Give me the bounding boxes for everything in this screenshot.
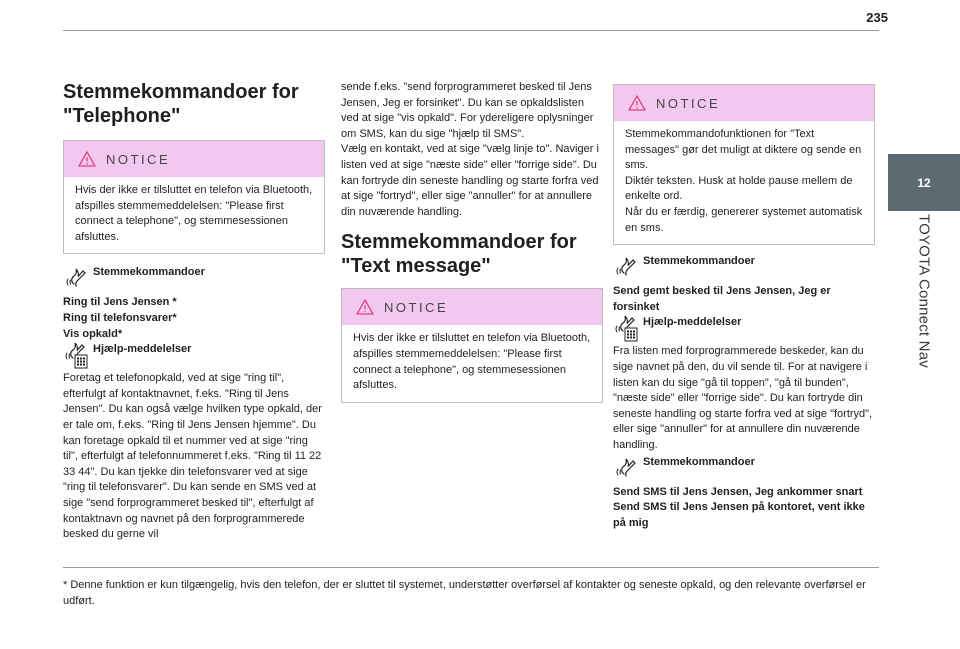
command-item: Ring til Jens Jensen *: [63, 296, 177, 309]
notice-header: [614, 85, 874, 121]
command-item: Ring til telefonsvarer*: [63, 311, 177, 324]
warning-triangle-icon: [78, 151, 96, 167]
warning-triangle-icon: [356, 299, 374, 315]
text-message-section-title: Stemmekommandoer for "Text message": [341, 231, 577, 278]
voice-command-icon: [63, 265, 89, 289]
voice-commands-heading: [63, 265, 325, 289]
command-item: Send gemt besked til Jens Jensen, Jeg er forsinket: [613, 285, 831, 313]
command-item: Send SMS til Jens Jensen på kontoret, vent ikke på mig: [613, 501, 865, 529]
help-messages-icon: [63, 342, 89, 370]
help-text: Foretag et telefonopkald, ved at sige "ring til", efterfulgt af kontaktnavnet, f.eks. "Ring til Jens Jensen". Du kan også vælge hvilken type opkald, der er tale om, f.eks. "Ring til Jens Jensen hjemme". Du kan foretage opkald til et nummer ved at sige "ring til", efterfulgt af telefonnummeret f.eks. "Ring til 11 22 33 44". Du kan tjekke din telefonsvarer ved at sige "ring til telefonsvarer". Du kan sende en SMS ved at sige "send forprogrammeret besked til", efterfulgt af kontaktnavn og navnet på den forprogrammerede besked du gerne vil: [63, 372, 322, 541]
notice-header: [342, 289, 602, 325]
chapter-tab[interactable]: 12: [888, 154, 960, 211]
voice-command-icon: [613, 455, 639, 479]
help-messages-label: Hjælp-meddelelser: [643, 316, 742, 329]
notice-text: Hvis der ikke er tilsluttet en telefon via Bluetooth, afspilles stemmemeddelelsen: "Please first connect a telephone", og stemmesessionen afsluttes.: [75, 184, 313, 243]
chapter-side-label: [888, 214, 960, 384]
help-messages-label: Hjælp-meddelelser: [93, 343, 192, 356]
notice-header: [64, 141, 324, 177]
column-1: [63, 80, 325, 543]
help-messages-heading: [63, 342, 325, 370]
top-rule: [63, 30, 879, 31]
voice-commands-label: Stemmekommandoer: [643, 255, 755, 268]
column-2: [341, 80, 603, 403]
help-messages-icon: [613, 315, 639, 343]
column-3: [613, 84, 875, 531]
command-item: Vis opkald*: [63, 327, 123, 340]
voice-command-icon: [613, 254, 639, 278]
footnote-rule: [63, 567, 879, 568]
help-messages-heading: [613, 315, 875, 343]
help-text: Fra listen med forprogrammerede beskeder, kan du sige navnet på den, du vil sende til. For at navigere i listen kan du sige "gå til toppen", "gå til bunden", "næste side" eller "forrige side". Du kan fortryde din seneste handling og starte forfra ved at sige "fortryd", eller sige "annuller" for at annullere din nuværende handling.: [613, 345, 873, 451]
voice-commands-label: Stemmekommandoer: [643, 455, 755, 468]
voice-commands-label: Stemmekommandoer: [93, 266, 205, 279]
voice-commands-heading: [613, 254, 875, 278]
telephone-section-title: Stemmekommandoer for "Telephone": [63, 81, 299, 127]
notice-box-telephone: [63, 140, 325, 254]
notice-title: NOTICE: [384, 299, 449, 315]
footnote: * Denne funktion er kun tilgængelig, hvis den telefon, der er sluttet til systemet, understøtter overførsel af kontakter og seneste opkald, og den relevante overførsel er udført.: [63, 579, 866, 607]
notice-box-dictation: [613, 84, 875, 245]
continued-help-text: sende f.eks. "send forprogrammeret besked til Jens Jensen, Jeg er forsinket". Du kan se opkaldslisten ved at sige "vis opkald". For ydereligere oplysninger om SMS, kan du sige "hjælp til SMS". Vælg en kontakt, ved at sige "vælg linje to". Naviger i listen ved at sige "næste side" eller "forrige side". Du kan fortryde din seneste handling og starte forfra ved at sige "fortryd", eller sige "annuller" for at annullere din nuværende handling.: [341, 81, 599, 218]
warning-triangle-icon: [628, 95, 646, 111]
notice-title: NOTICE: [106, 151, 171, 167]
notice-title: NOTICE: [656, 95, 721, 111]
notice-text: Stemmekommandofunktionen for "Text messages" gør det muligt at diktere og sende en sms. Diktér teksten. Husk at holde pause mellem de enkelte ord. Når du er færdig, genererer systemet automatisk en sms.: [625, 128, 863, 234]
notice-text: Hvis der ikke er tilsluttet en telefon via Bluetooth, afspilles stemmemeddelelsen: "Please first connect a telephone", og stemmesessionen afsluttes.: [353, 332, 591, 392]
page-number: 235: [866, 10, 888, 25]
voice-commands-heading: [613, 455, 875, 479]
command-item: Send SMS til Jens Jensen, Jeg ankommer snart: [613, 485, 863, 498]
chapter-label-text: TOYOTA Connect Nav: [915, 214, 933, 368]
notice-box-text-message: [341, 288, 603, 402]
